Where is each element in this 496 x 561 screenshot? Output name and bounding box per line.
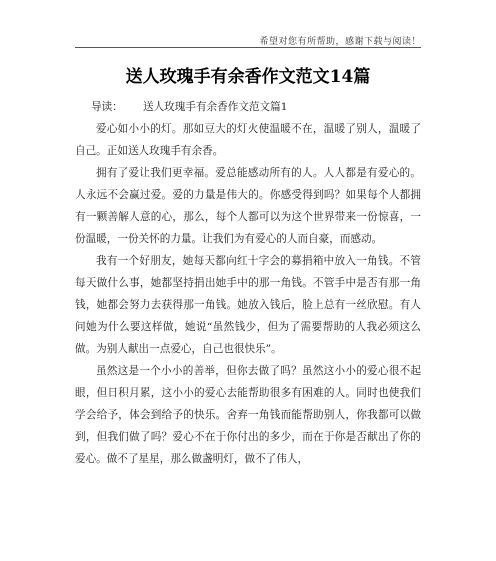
document-title: 送人玫瑰手有余香作文范文14篇 [125, 67, 371, 87]
paragraph-3: 我有一个好朋友，她每天都向红十字会的募捐箱中放入一角钱。不管每天做什么事，她都坚持捐出她手中的那一角钱。不管手中是否有那一角钱，她都会努力去获得那一角钱。她放入钱后，脸上总有一丝欣慰。有人问她为什么要这样做，她说“虽然钱少，但为了需要帮助的人我必须这么做。为别人献出一点爱心，自己也很快乐”。 [75, 255, 421, 355]
header-note: 希望对您有所帮助，感谢下载与阅读！ [259, 37, 421, 47]
paragraph-1: 爱心如小小的灯。那如豆大的灯火使温暖不在，温暖了别人，温暖了自己。正如送人玫瑰手有余香。 [75, 123, 421, 157]
lead-line [75, 96, 421, 118]
document-body [75, 96, 421, 470]
lead-label: 导读： [91, 101, 123, 113]
paragraph-4: 虽然这是一个小小的善举，但你去做了吗？虽然这小小的爱心很不起眼，但日积月累，这小小的爱心去能帮助很多有困难的人。同时也使我们学会给予，体会到给予的快乐。舍弃一角钱而能帮助别人，你我都可以做到，但我们做了吗？爱心不在于你付出的多少，而在于你是否献出了你的爱心。做不了星星，那么做盏明灯，做不了伟人， [75, 365, 421, 465]
lead-heading: 送人玫瑰手有余香作文范文篇1 [143, 101, 288, 113]
header-divider [75, 47, 421, 48]
paragraph-2: 拥有了爱让我们更幸福。爱总能感动所有的人。人人都是有爱心的。人永远不会赢过爱。爱的力量是伟大的。你感受得到吗？如果每个人都拥有一颗善解人意的心，那么，每个人都可以为这个世界带来一份惊喜，一份温暖，一份关怀的力量。让我们为有爱心的人而自豪，而感动。 [75, 167, 421, 245]
